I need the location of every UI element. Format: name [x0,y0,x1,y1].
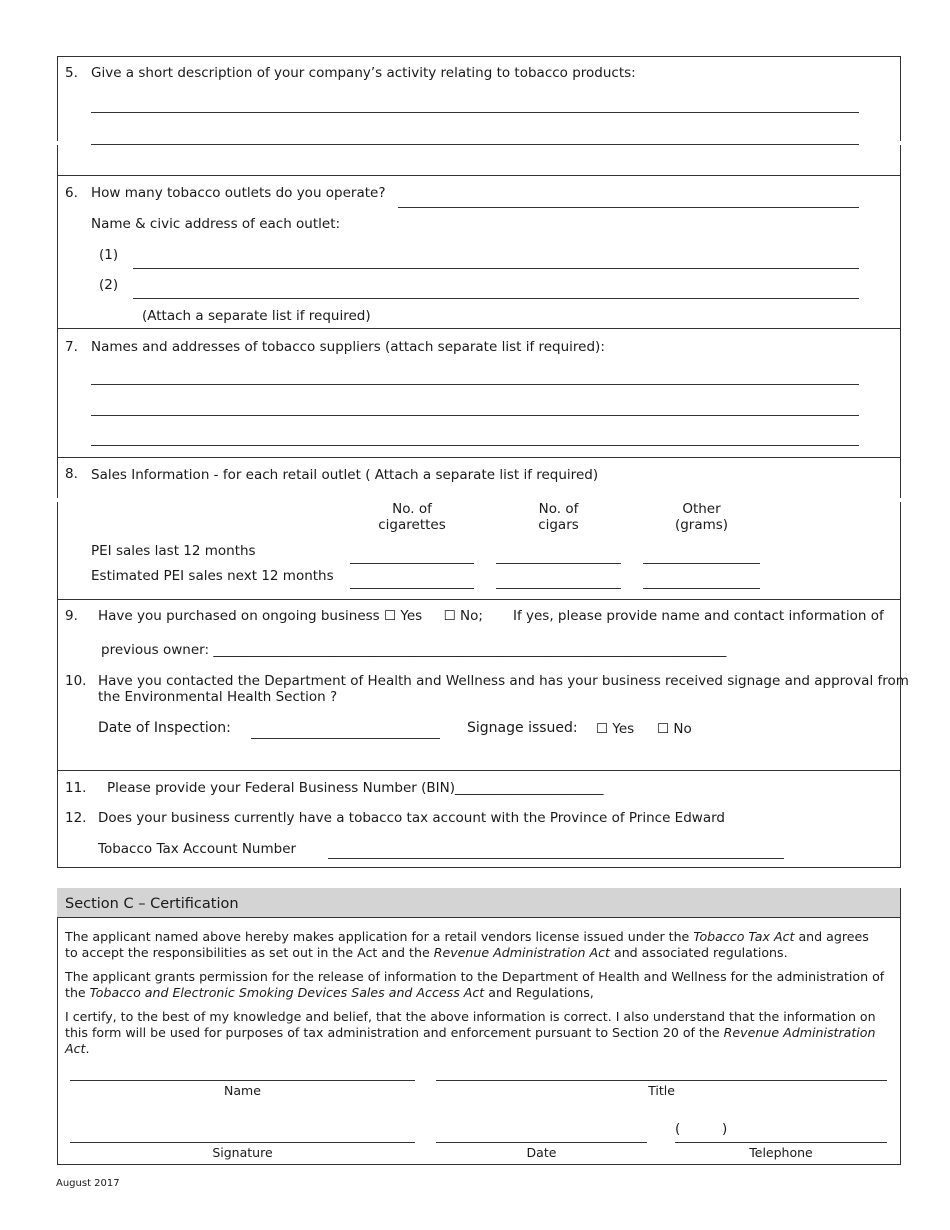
questions-frame [57,56,901,868]
p2-text-c: and Regulations, [484,985,594,1000]
q6-address-label: Name & civic address of each outlet: [91,216,341,232]
phone-area-paren-close: ) [722,1121,728,1137]
divider [56,498,59,502]
q8-col-cigarettes-header-2: cigarettes [378,517,446,533]
q6-item-2-label: (2) [99,277,119,293]
title-field[interactable] [436,1080,887,1081]
date-field[interactable] [436,1142,647,1143]
q8-col-other-header-2: (grams) [674,517,729,533]
q6-number: 6. [65,185,78,201]
q8-next-cigarettes-field[interactable] [350,588,474,589]
signature-label: Signature [212,1145,273,1160]
q7-number: 7. [65,339,78,355]
divider [57,175,901,176]
q11-bin-question[interactable]: Please provide your Federal Business Number (BIN)______________________ [107,780,604,796]
q5-question: Give a short description of your company’s activity relating to tobacco products: [91,65,636,81]
p1-text-e: and associated regulations. [609,945,788,960]
q10-number: 10. [65,673,87,689]
q6-item-1-label: (1) [99,247,119,263]
footer-date: August 2017 [56,1178,120,1189]
q7-answer-line-1[interactable] [91,384,859,385]
divider [899,141,902,145]
p1-text-c: and agrees to accept the responsibilities as set out in the Act and the [65,929,869,960]
signature-field[interactable] [70,1142,415,1143]
q8-number: 8. [65,466,78,482]
q6-question: How many tobacco outlets do you operate? [91,185,386,201]
p3-text-c: . [85,1041,90,1056]
certification-paragraph-2 [65,969,885,1001]
revenue-administration-act-ref: Revenue Administration Act [65,1025,876,1056]
q10-signage-no-checkbox[interactable]: ☐ No [657,721,692,737]
divider [57,770,901,771]
q10-date-label: Date of Inspection: [98,720,231,736]
q8-question: Sales Information - for each retail outlet ( Attach a separate list if required) [91,467,599,483]
q8-last-cigars-field[interactable] [496,563,621,564]
certification-paragraph-1 [65,929,885,961]
p2-text-a: The applicant grants permission for the release of information to the Department of Health and Wellness for the administration of the [65,969,885,1000]
q9-number: 9. [65,608,78,624]
q10-question-line-2: the Environmental Health Section ? [98,689,338,705]
q5-answer-line-2[interactable] [91,144,859,145]
q9-previous-owner[interactable]: previous owner: ____________________________________________________________________________ [101,642,727,658]
q6-outlet-2-line[interactable] [133,298,859,299]
q5-number: 5. [65,65,78,81]
q12-account-label: Tobacco Tax Account Number [98,841,297,857]
p1-text-a: The applicant named above hereby makes application for a retail vendors license issued under the [65,929,694,944]
q5-answer-line-1[interactable] [91,112,859,113]
telephone-label: Telephone [749,1145,813,1160]
q7-answer-line-2[interactable] [91,415,859,416]
q10-signage-label: Signage issued: [467,720,578,736]
certification-paragraph-3 [65,1009,885,1057]
q8-row-next-12-months: Estimated PEI sales next 12 months [91,568,334,584]
q6-outlet-1-line[interactable] [133,268,859,269]
q11-number: 11. [65,780,87,796]
q6-note: (Attach a separate list if required) [142,308,371,324]
q8-col-cigars-header-2: cigars [538,517,579,533]
divider [57,328,901,329]
title-label: Title [648,1083,675,1098]
name-label: Name [224,1083,261,1098]
q8-last-other-field[interactable] [643,563,760,564]
phone-area-paren-open: ( [675,1121,681,1137]
q10-question-line-1: Have you contacted the Department of Health and Wellness and has your business received signage and approval from [98,673,909,689]
q9-question: Have you purchased on ongoing business ☐ Yes ☐ No; If yes, please provide name and contact information of [98,608,884,624]
q6-outlet-count-line[interactable] [398,207,859,208]
q8-last-cigarettes-field[interactable] [350,563,474,564]
q8-col-cigars-header-1: No. of [538,501,579,517]
q12-number: 12. [65,810,87,826]
q10-signage-yes-checkbox[interactable]: ☐ Yes [596,721,635,737]
q8-row-last-12-months: PEI sales last 12 months [91,543,256,559]
telephone-field[interactable] [675,1142,887,1143]
divider [56,141,59,145]
q7-answer-line-3[interactable] [91,445,859,446]
divider [57,457,901,458]
tobacco-tax-act: Tobacco Tax Act [693,929,795,944]
q10-date-of-inspection-field[interactable] [251,738,440,739]
q8-col-cigarettes-header-1: No. of [392,501,432,517]
date-label: Date [526,1145,557,1160]
name-field[interactable] [70,1080,415,1081]
q12-question: Does your business currently have a tobacco tax account with the Province of Prince Edward [98,810,725,826]
revenue-administration-act: Revenue Administration Act [433,945,610,960]
q8-next-other-field[interactable] [643,588,760,589]
q8-next-cigars-field[interactable] [496,588,621,589]
section-c-title: Section C – Certification [65,896,239,912]
p3-text-a: I certify, to the best of my knowledge and belief, that the above information is correct. I also understand that the information on this form will be used for purposes of tax administration and enforcement pursuant to Section 20 of the [65,1009,876,1040]
divider [57,599,901,600]
q7-question: Names and addresses of tobacco suppliers (attach separate list if required): [91,339,605,355]
tobacco-and-esd-act: Tobacco and Electronic Smoking Devices Sales and Access Act [89,985,485,1000]
q12-account-number-field[interactable] [328,858,784,859]
divider [899,498,902,502]
q8-col-other-header-1: Other [682,501,721,517]
